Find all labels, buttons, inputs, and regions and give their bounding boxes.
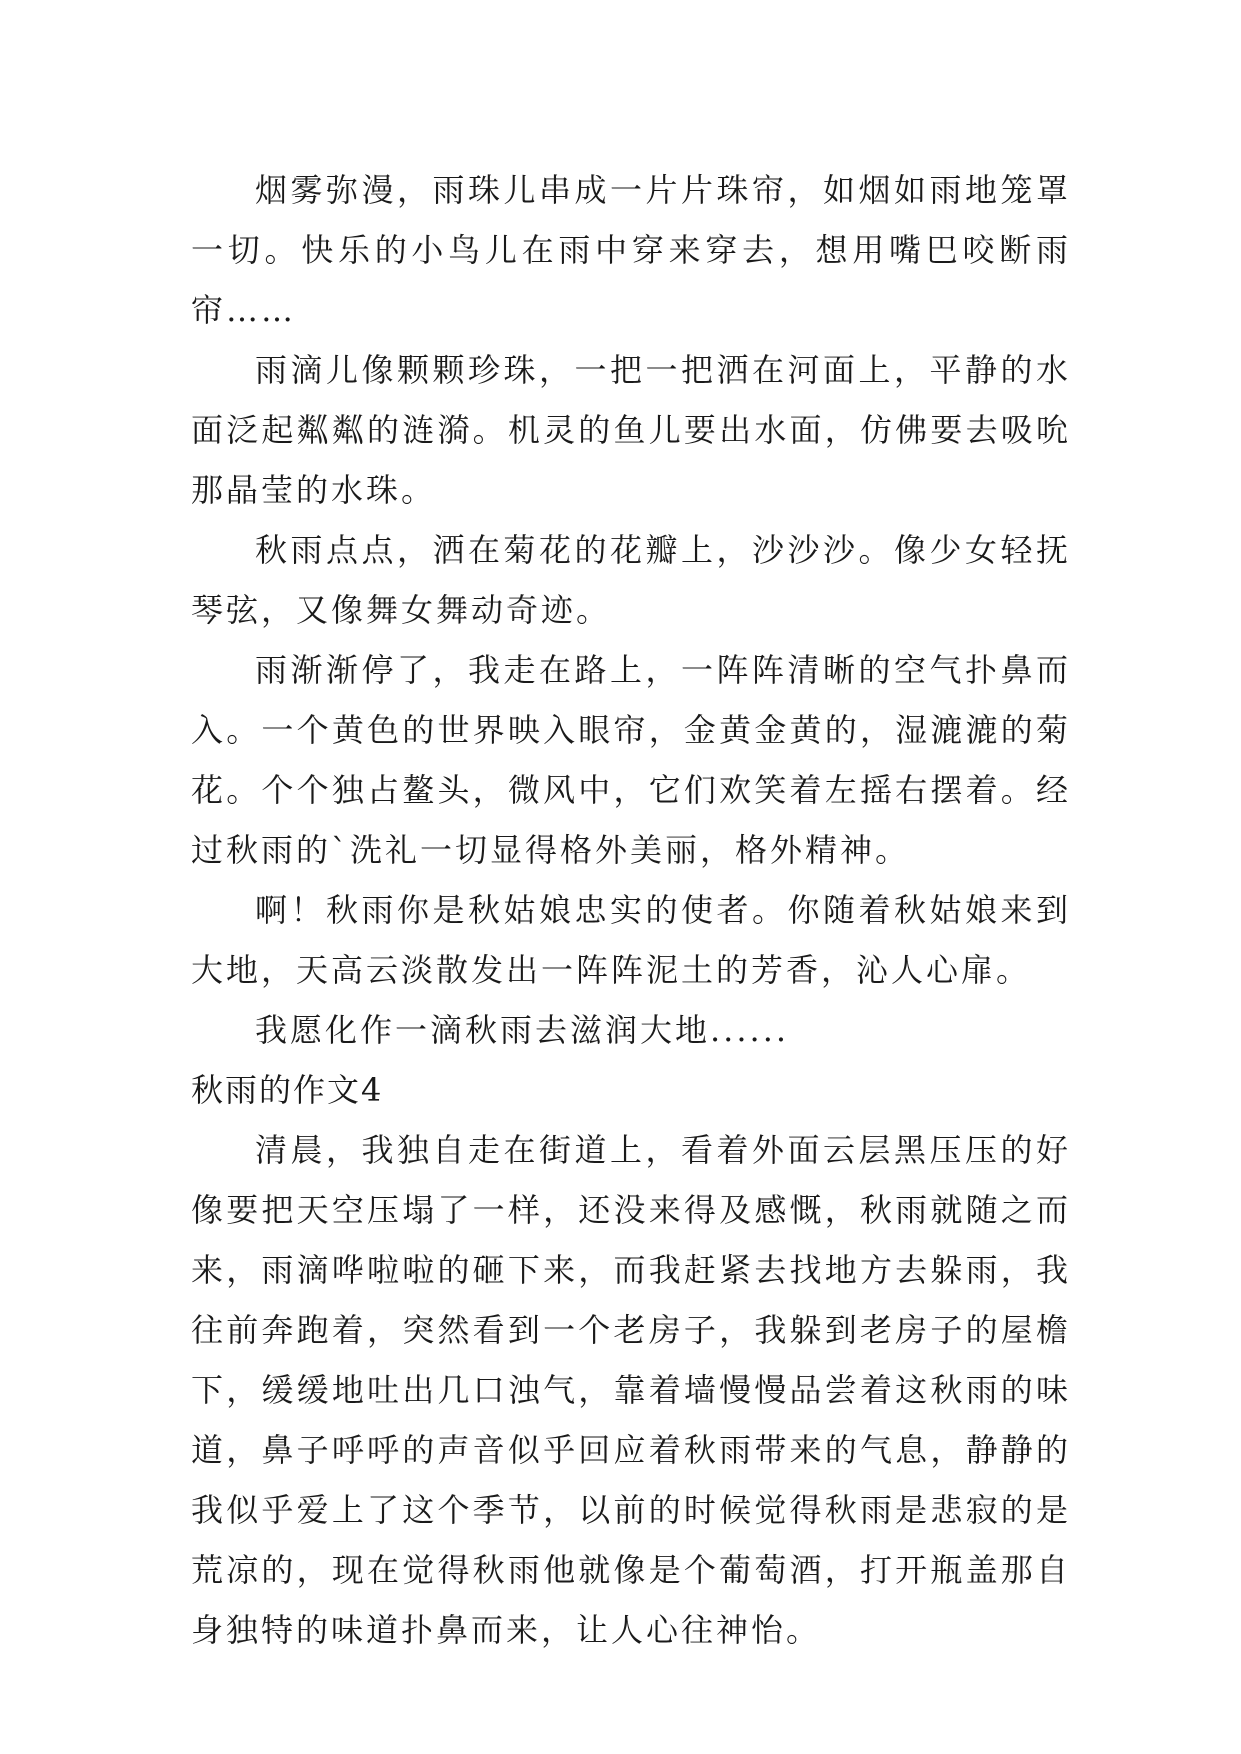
paragraph: 我愿化作一滴秋雨去滋润大地...... — [255, 1011, 790, 1049]
paragraph: 啊！秋雨你是秋姑娘忠实的使者。你随着秋姑娘来到大地，天高云淡散发出一阵阵泥土的芳香，沁人心扉。 — [191, 891, 1071, 989]
paragraph: 雨滴儿像颗颗珍珠，一把一把洒在河面上，平静的水面泛起粼粼的涟漪。机灵的鱼儿要出水面，仿佛要去吸吮那晶莹的水珠。 — [191, 351, 1071, 509]
paragraph: 烟雾弥漫，雨珠儿串成一片片珠帘，如烟如雨地笼罩一切。快乐的小鸟儿在雨中穿来穿去，想用嘴巴咬断雨帘…… — [191, 171, 1071, 329]
paragraph: 清晨，我独自走在街道上，看着外面云层黑压压的好像要把天空压塌了一样，还没来得及感慨，秋雨就随之而来，雨滴哗啦啦的砸下来，而我赶紧去找地方去躲雨，我往前奔跑着，突然看到一个老房子，我躲到老房子的屋檐下，缓缓地吐出几口浊气，靠着墙慢慢品尝着这秋雨的味道，鼻子呼呼的声音似乎回应着秋雨带来的气息，静静的我似乎爱上了这个季节，以前的时候觉得秋雨是悲寂的是荒凉的，现在觉得秋雨他就像是个葡萄酒，打开瓶盖那自身独特的味道扑鼻而来，让人心往神怡。 — [191, 1131, 1071, 1649]
paragraph: 雨渐渐停了，我走在路上，一阵阵清晰的空气扑鼻而入。一个黄色的世界映入眼帘，金黄金黄的，湿漉漉的菊花。个个独占鳌头，微风中，它们欢笑着左摇右摆着。经过秋雨的`洗礼一切显得格外美丽，格外精神。 — [191, 651, 1071, 869]
document-body — [191, 160, 1071, 1660]
section-heading: 秋雨的作文4 — [191, 1071, 384, 1109]
paragraph: 秋雨点点，洒在菊花的花瓣上，沙沙沙。像少女轻抚琴弦，又像舞女舞动奇迹。 — [191, 531, 1071, 629]
